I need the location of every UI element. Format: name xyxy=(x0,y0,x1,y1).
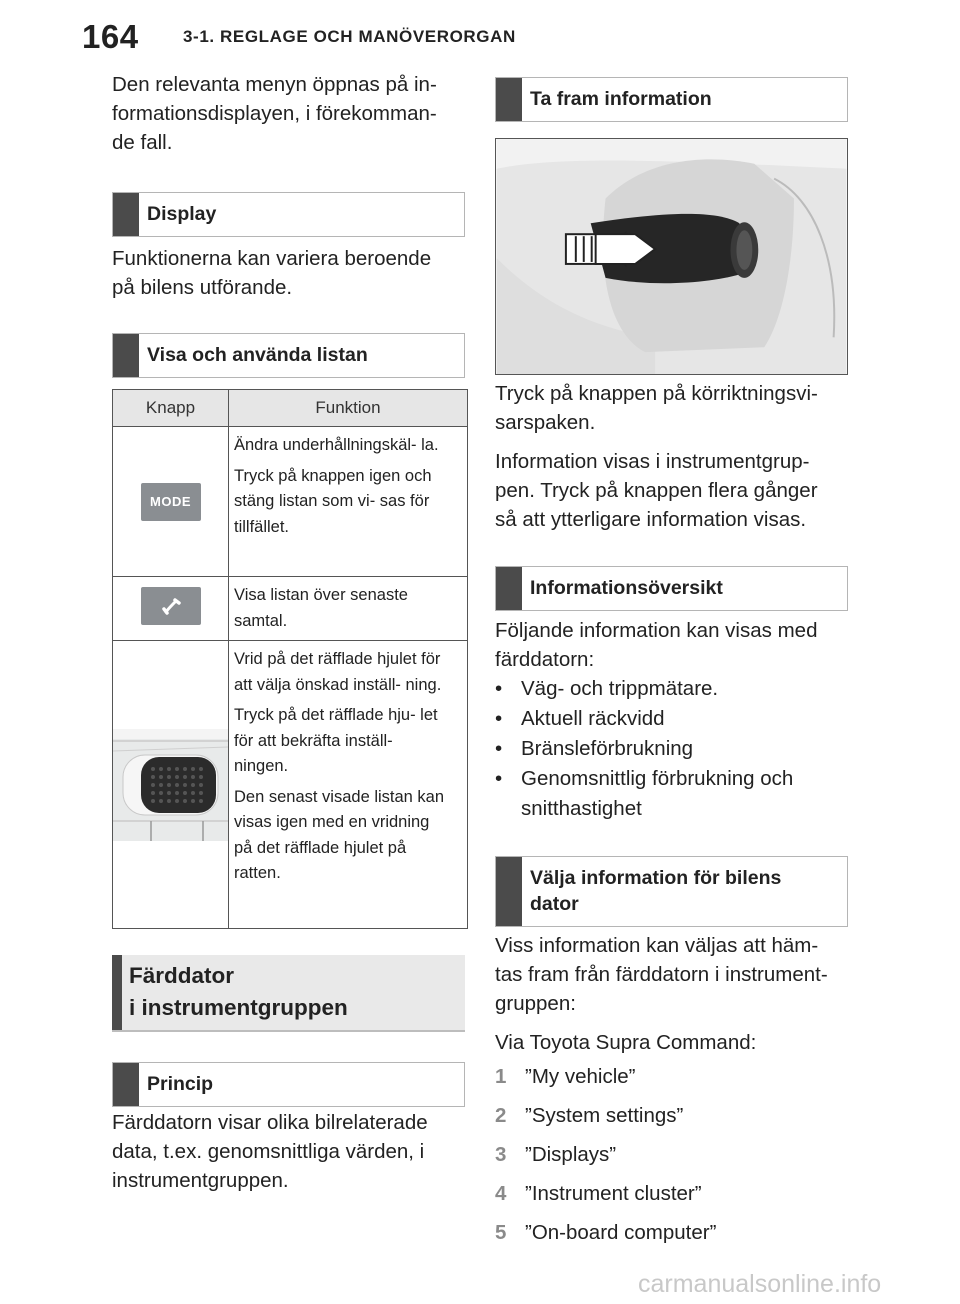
bullet-text: Väg- och trippmätare. xyxy=(521,677,719,700)
function-cell xyxy=(229,641,468,929)
function-text: Tryck på knappen igen och stäng listan som vi- sas för tillfället. xyxy=(234,466,432,536)
step-item xyxy=(495,1102,848,1130)
text-line: Färddatorn visar olika bilrelaterade xyxy=(112,1111,428,1134)
retrieve-paragraph-1 xyxy=(495,379,818,437)
step-item xyxy=(495,1219,848,1247)
text-line: pen. Tryck på knappen flera gånger xyxy=(495,479,818,502)
step-number: 3 xyxy=(495,1143,507,1166)
bullet-icon: • xyxy=(495,677,503,700)
icon-cell xyxy=(113,641,229,929)
icon-cell xyxy=(113,577,229,641)
list-item xyxy=(495,734,848,764)
function-text: Visa listan över senaste samtal. xyxy=(234,586,408,630)
column-header-function: Funktion xyxy=(229,390,468,427)
heading-bar xyxy=(113,193,139,236)
step-number: 2 xyxy=(495,1104,507,1127)
display-paragraph xyxy=(112,244,431,302)
function-text: Ändra underhållningskäl- la. xyxy=(234,436,439,454)
heading-bar xyxy=(496,78,522,121)
heading-bar xyxy=(496,857,522,926)
heading-line: Välja information för bilens xyxy=(530,867,782,889)
page-number: 164 xyxy=(82,18,139,55)
function-cell xyxy=(229,577,468,641)
heading-text: Visa och använda listan xyxy=(147,344,368,366)
text-line: tas fram från färddatorn i instrument- xyxy=(495,963,828,986)
trip-computer-heading xyxy=(112,955,465,1032)
list-item xyxy=(495,674,848,704)
text-line: Viss information kan väljas att häm- xyxy=(495,934,819,957)
text-line: gruppen: xyxy=(495,992,576,1015)
function-text: Tryck på det räfflade hju- let för att bekräfta inställ- ningen. xyxy=(234,706,438,775)
heading-text xyxy=(496,857,847,926)
text-line: instrumentgruppen. xyxy=(112,1169,289,1192)
display-heading xyxy=(112,192,465,237)
function-text: Vrid på det räfflade hjulet för att välja önskad inställ- ning. xyxy=(234,650,442,694)
heading-text: Princip xyxy=(147,1073,214,1095)
step-text: ”Instrument cluster” xyxy=(525,1182,702,1205)
bullet-icon: • xyxy=(495,707,503,730)
bullet-icon: • xyxy=(495,767,503,790)
text-line: sarspaken. xyxy=(495,411,596,434)
table-header-row xyxy=(113,390,468,427)
step-text: ”System settings” xyxy=(525,1104,684,1127)
heading-bar xyxy=(496,567,522,610)
text-line: på bilens utförande. xyxy=(112,276,293,299)
step-item xyxy=(495,1063,848,1091)
heading-line: dator xyxy=(530,893,579,915)
bullet-text: Genomsnittlig förbrukning och snitthastighet xyxy=(521,767,794,820)
text-line: så att ytterligare information visas. xyxy=(495,508,807,531)
list-item xyxy=(495,704,848,734)
step-number: 1 xyxy=(495,1065,507,1088)
text-line: Tryck på knappen på körriktningsvi- xyxy=(495,382,818,405)
step-item xyxy=(495,1141,848,1169)
step-text: ”On-board computer” xyxy=(525,1221,717,1244)
heading-text: Display xyxy=(147,203,217,225)
heading-bar xyxy=(113,1063,139,1106)
heading-text: Informationsöversikt xyxy=(530,577,723,599)
thumbwheel-image xyxy=(113,729,228,841)
step-text: ”Displays” xyxy=(525,1143,617,1166)
text-line: Följande information kan visas med xyxy=(495,619,818,642)
heading-text: Ta fram information xyxy=(530,88,712,110)
watermark: carmanualsonline.info xyxy=(638,1270,882,1298)
bullet-icon: • xyxy=(495,737,503,760)
overview-intro xyxy=(495,616,817,674)
phone-button-icon xyxy=(141,587,201,625)
table-row xyxy=(113,641,468,929)
retrieve-paragraph-2 xyxy=(495,447,818,534)
right-column xyxy=(495,70,848,1270)
list-heading xyxy=(112,333,465,378)
intro-paragraph xyxy=(112,70,437,157)
step-item xyxy=(495,1180,848,1208)
step-text: ”My vehicle” xyxy=(525,1065,636,1088)
text-line: Den relevanta menyn öppnas på in- xyxy=(112,73,437,96)
step-number: 4 xyxy=(495,1182,507,1205)
column-header-button: Knapp xyxy=(113,390,229,427)
text-line: data, t.ex. genomsnittliga värden, i xyxy=(112,1140,425,1163)
retrieve-heading xyxy=(495,77,848,122)
heading-line: Färddator xyxy=(129,963,235,988)
overview-bullet-list xyxy=(495,674,848,824)
text-line: Funktionerna kan variera beroende xyxy=(112,247,432,270)
text-line: färddatorn: xyxy=(495,648,595,671)
icon-cell xyxy=(113,427,229,577)
function-text: Den senast visade listan kan visas igen med en vridning på det räfflade hjulet på ratten. xyxy=(234,787,445,882)
phone-icon xyxy=(141,587,201,625)
select-info-heading xyxy=(495,856,848,927)
overview-heading xyxy=(495,566,848,611)
text-line: Information visas i instrumentgrup- xyxy=(495,450,810,473)
via-text: Via Toyota Supra Command: xyxy=(495,1031,757,1054)
turn-signal-stalk-image xyxy=(495,138,848,375)
left-column xyxy=(112,70,465,1270)
heading-line: i instrumentgruppen xyxy=(129,995,348,1020)
text-line: formationsdisplayen, i förekomman- xyxy=(112,102,437,125)
table-row xyxy=(113,427,468,577)
function-table xyxy=(112,389,468,929)
steps-list xyxy=(495,1063,848,1247)
heading-text xyxy=(112,955,465,1030)
principle-paragraph xyxy=(112,1108,428,1195)
bullet-text: Bränsleförbrukning xyxy=(521,737,694,760)
list-item xyxy=(495,764,815,824)
heading-bar xyxy=(112,955,122,1030)
text-line: de fall. xyxy=(112,131,173,154)
heading-bar xyxy=(113,334,139,377)
step-number: 5 xyxy=(495,1221,507,1244)
principle-heading xyxy=(112,1062,465,1107)
select-paragraph xyxy=(495,931,828,1018)
bullet-text: Aktuell räckvidd xyxy=(521,707,665,730)
chapter-title: 3-1. REGLAGE OCH MANÖVERORGAN xyxy=(183,27,516,46)
function-cell xyxy=(229,427,468,577)
mode-button-icon: MODE xyxy=(141,483,201,521)
table-row xyxy=(113,577,468,641)
